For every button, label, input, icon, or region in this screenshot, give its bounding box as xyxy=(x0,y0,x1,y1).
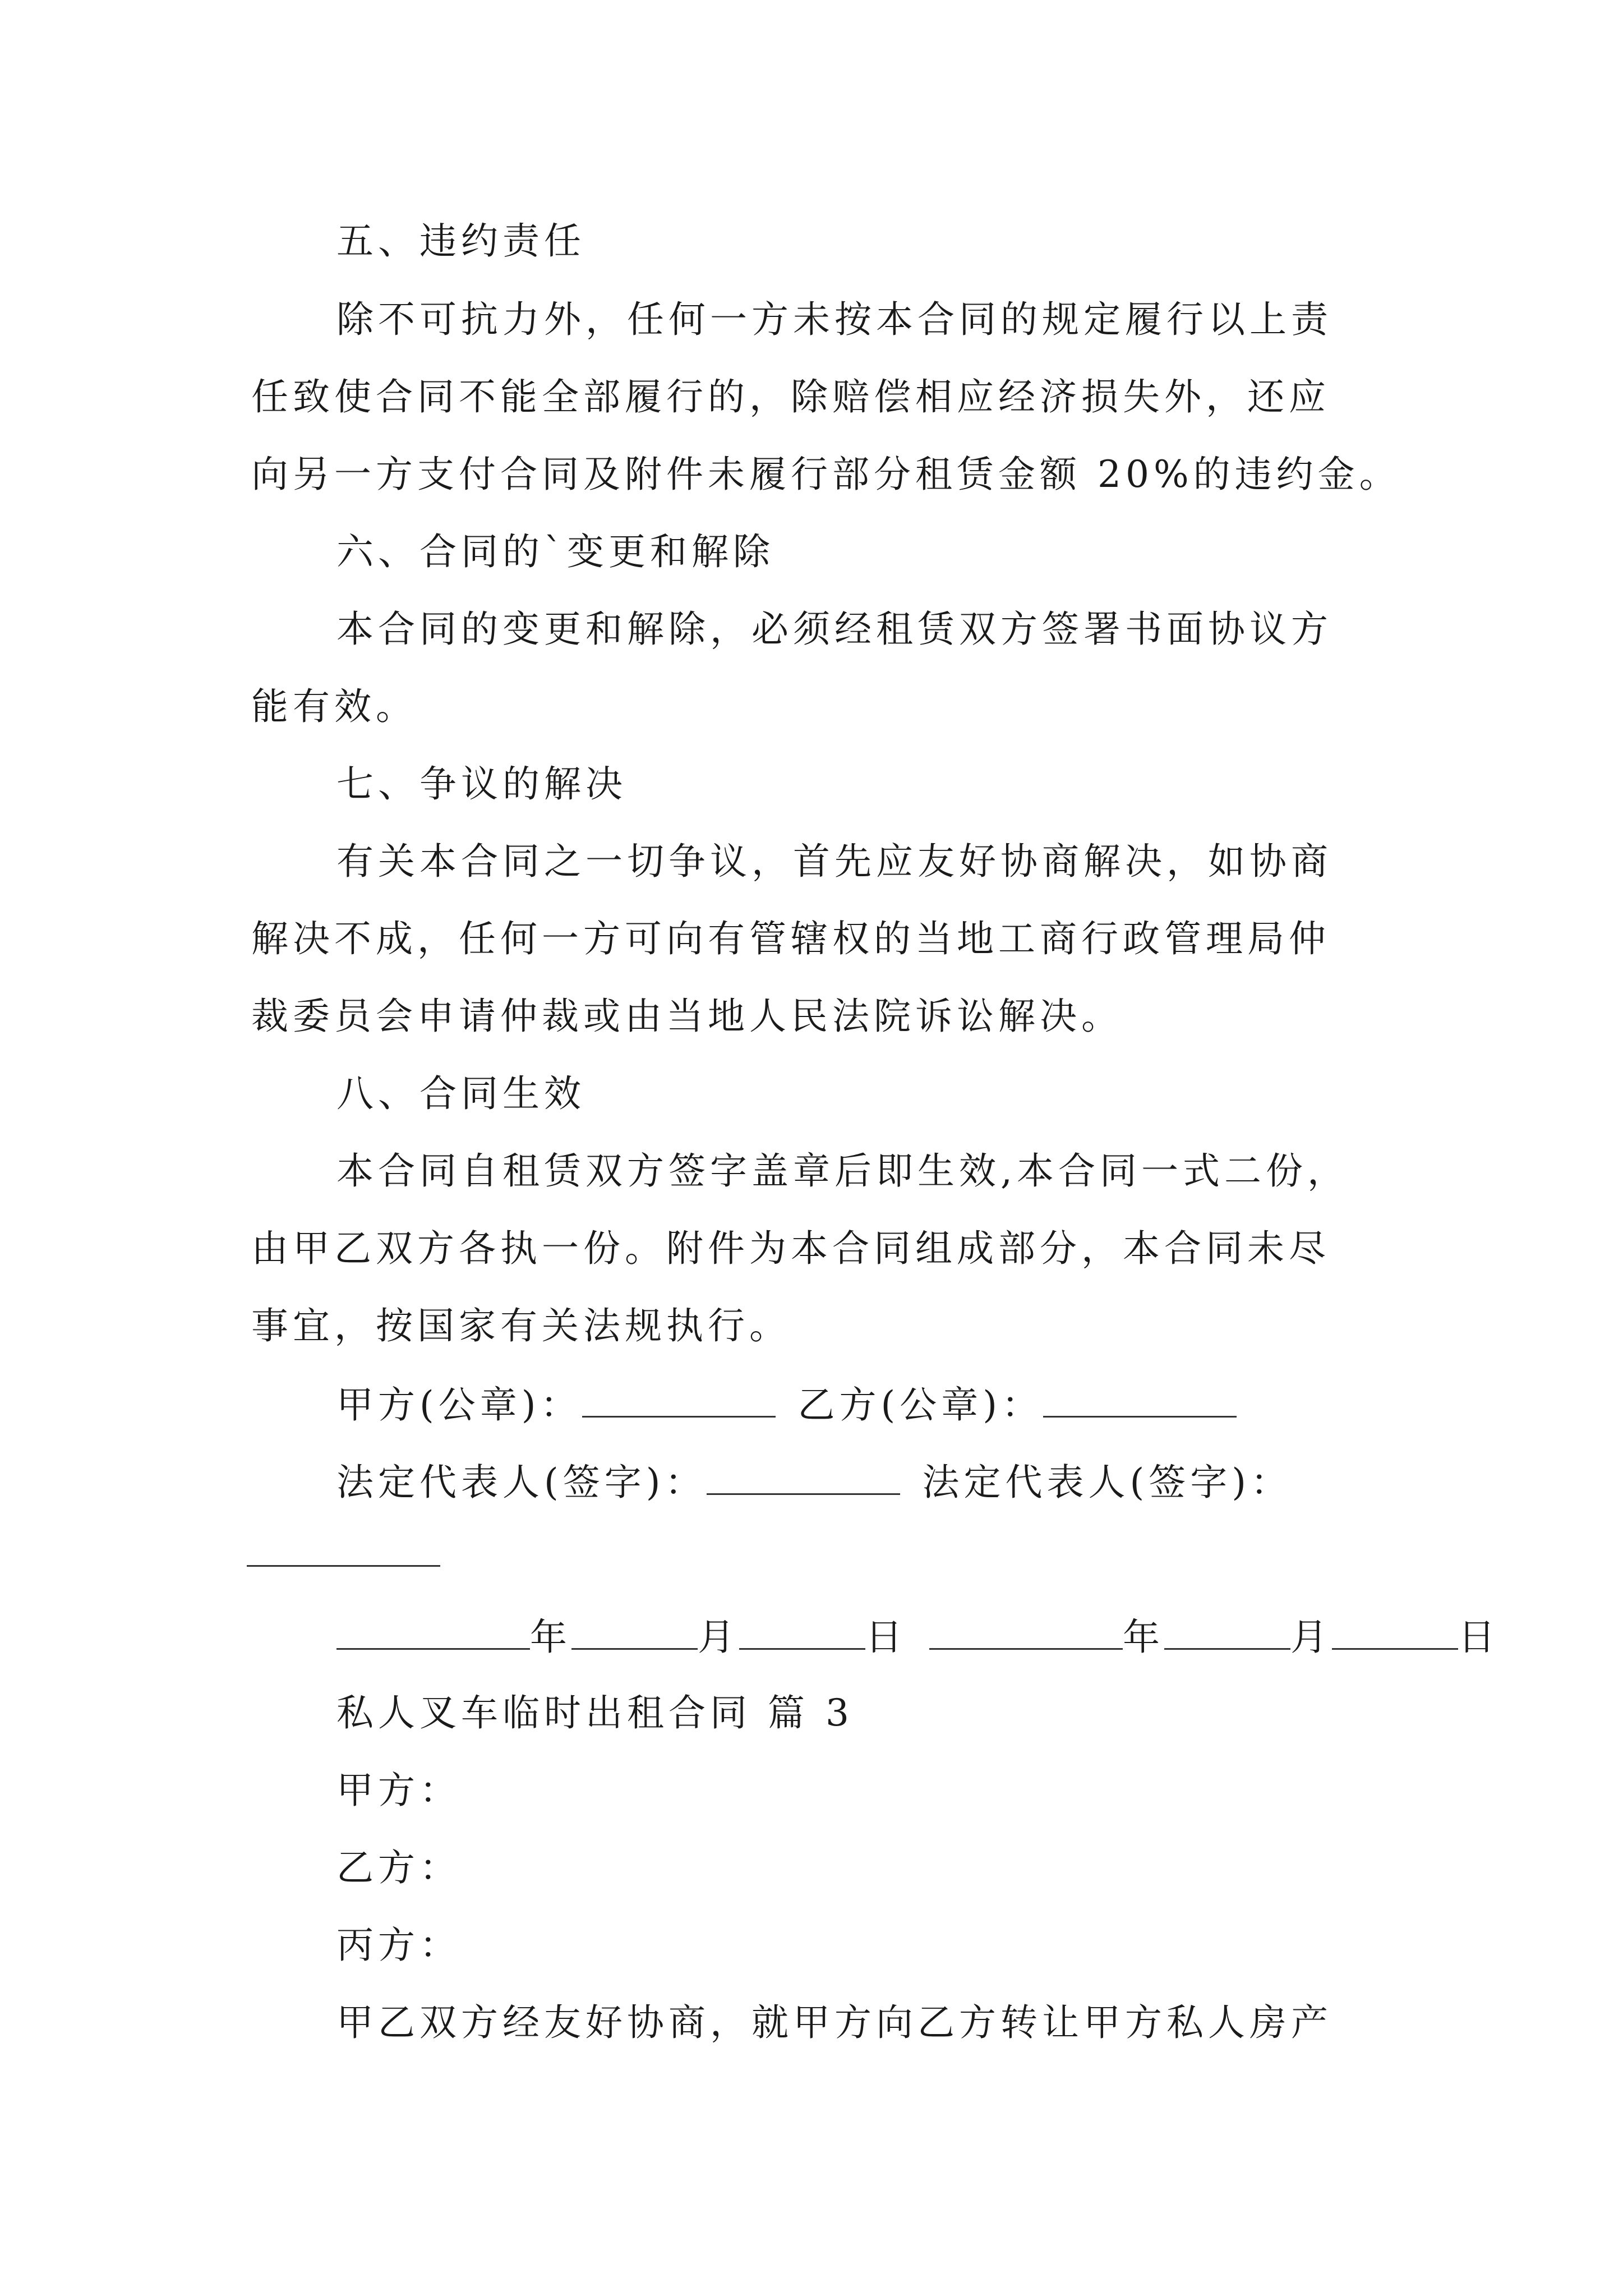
contract-3-party-c: 丙方： xyxy=(336,1924,461,1967)
section-8-heading: 八、合同生效 xyxy=(336,1072,585,1115)
date-row xyxy=(336,1613,1500,1660)
contract-3-title: 私人叉车临时出租合同 篇 3 xyxy=(336,1691,854,1734)
date-b-year-blank xyxy=(929,1613,1123,1650)
date-a-day-label: 日 xyxy=(865,1616,907,1659)
contract-3-party-b: 乙方： xyxy=(336,1846,461,1889)
rep-a-label: 法定代表人(签字)： xyxy=(336,1461,707,1504)
seal-row xyxy=(336,1381,1237,1428)
rep-b-blank xyxy=(247,1565,440,1567)
party-a-seal-blank xyxy=(582,1381,776,1418)
date-b-day-label: 日 xyxy=(1458,1616,1500,1659)
date-b-month-label: 月 xyxy=(1290,1616,1332,1659)
section-7-paragraph-line-3: 裁委员会申请仲裁或由当地人民法院诉讼解决。 xyxy=(251,995,1123,1038)
section-5-paragraph-line-2: 任致使合同不能全部履行的，除赔偿相应经济损失外，还应 xyxy=(251,375,1330,418)
section-8-paragraph-line-2: 由甲乙双方各执一份。附件为本合同组成部分，本合同未尽 xyxy=(251,1227,1330,1270)
section-7-paragraph-line-1: 有关本合同之一切争议，首先应友好协商解决，如协商 xyxy=(336,840,1332,883)
date-a-month-label: 月 xyxy=(698,1616,739,1659)
date-b-year-label: 年 xyxy=(1123,1616,1164,1659)
date-b-day-blank xyxy=(1332,1613,1458,1650)
date-b-month-blank xyxy=(1164,1613,1290,1650)
rep-b-label: 法定代表人(签字)： xyxy=(922,1461,1292,1504)
date-a-month-blank xyxy=(571,1613,698,1650)
section-5-paragraph-line-1: 除不可抗力外，任何一方未按本合同的规定履行以上责 xyxy=(336,298,1332,341)
date-a-year-blank xyxy=(336,1613,530,1650)
section-8-paragraph-line-3: 事宜，按国家有关法规执行。 xyxy=(251,1304,791,1347)
date-a-day-blank xyxy=(739,1613,865,1650)
section-5-paragraph-line-3: 向另一方支付合同及附件未履行部分租赁金额 20%的违约金。 xyxy=(251,453,1401,496)
representative-row xyxy=(336,1458,1292,1505)
rep-a-blank xyxy=(707,1458,900,1495)
section-6-paragraph-line-2: 能有效。 xyxy=(251,685,417,728)
section-7-heading: 七、争议的解决 xyxy=(336,762,627,806)
section-5-heading: 五、违约责任 xyxy=(336,219,585,263)
party-b-seal-label: 乙方(公章)： xyxy=(797,1383,1043,1427)
contract-3-intro: 甲乙双方经友好协商，就甲方向乙方转让甲方私人房产 xyxy=(336,2001,1332,2044)
section-7-paragraph-line-2: 解决不成，任何一方可向有管辖权的当地工商行政管理局仲 xyxy=(251,917,1330,960)
section-6-heading: 六、合同的`变更和解除 xyxy=(336,530,774,573)
date-a-year-label: 年 xyxy=(530,1616,571,1659)
party-b-seal-blank xyxy=(1043,1381,1237,1418)
party-a-seal-label: 甲方(公章)： xyxy=(336,1383,582,1427)
section-8-paragraph-line-1: 本合同自租赁双方签字盖章后即生效,本合同一式二份， xyxy=(336,1149,1349,1193)
contract-3-party-a: 甲方： xyxy=(336,1769,461,1812)
section-6-paragraph-line-1: 本合同的变更和解除，必须经租赁双方签署书面协议方 xyxy=(336,608,1332,651)
